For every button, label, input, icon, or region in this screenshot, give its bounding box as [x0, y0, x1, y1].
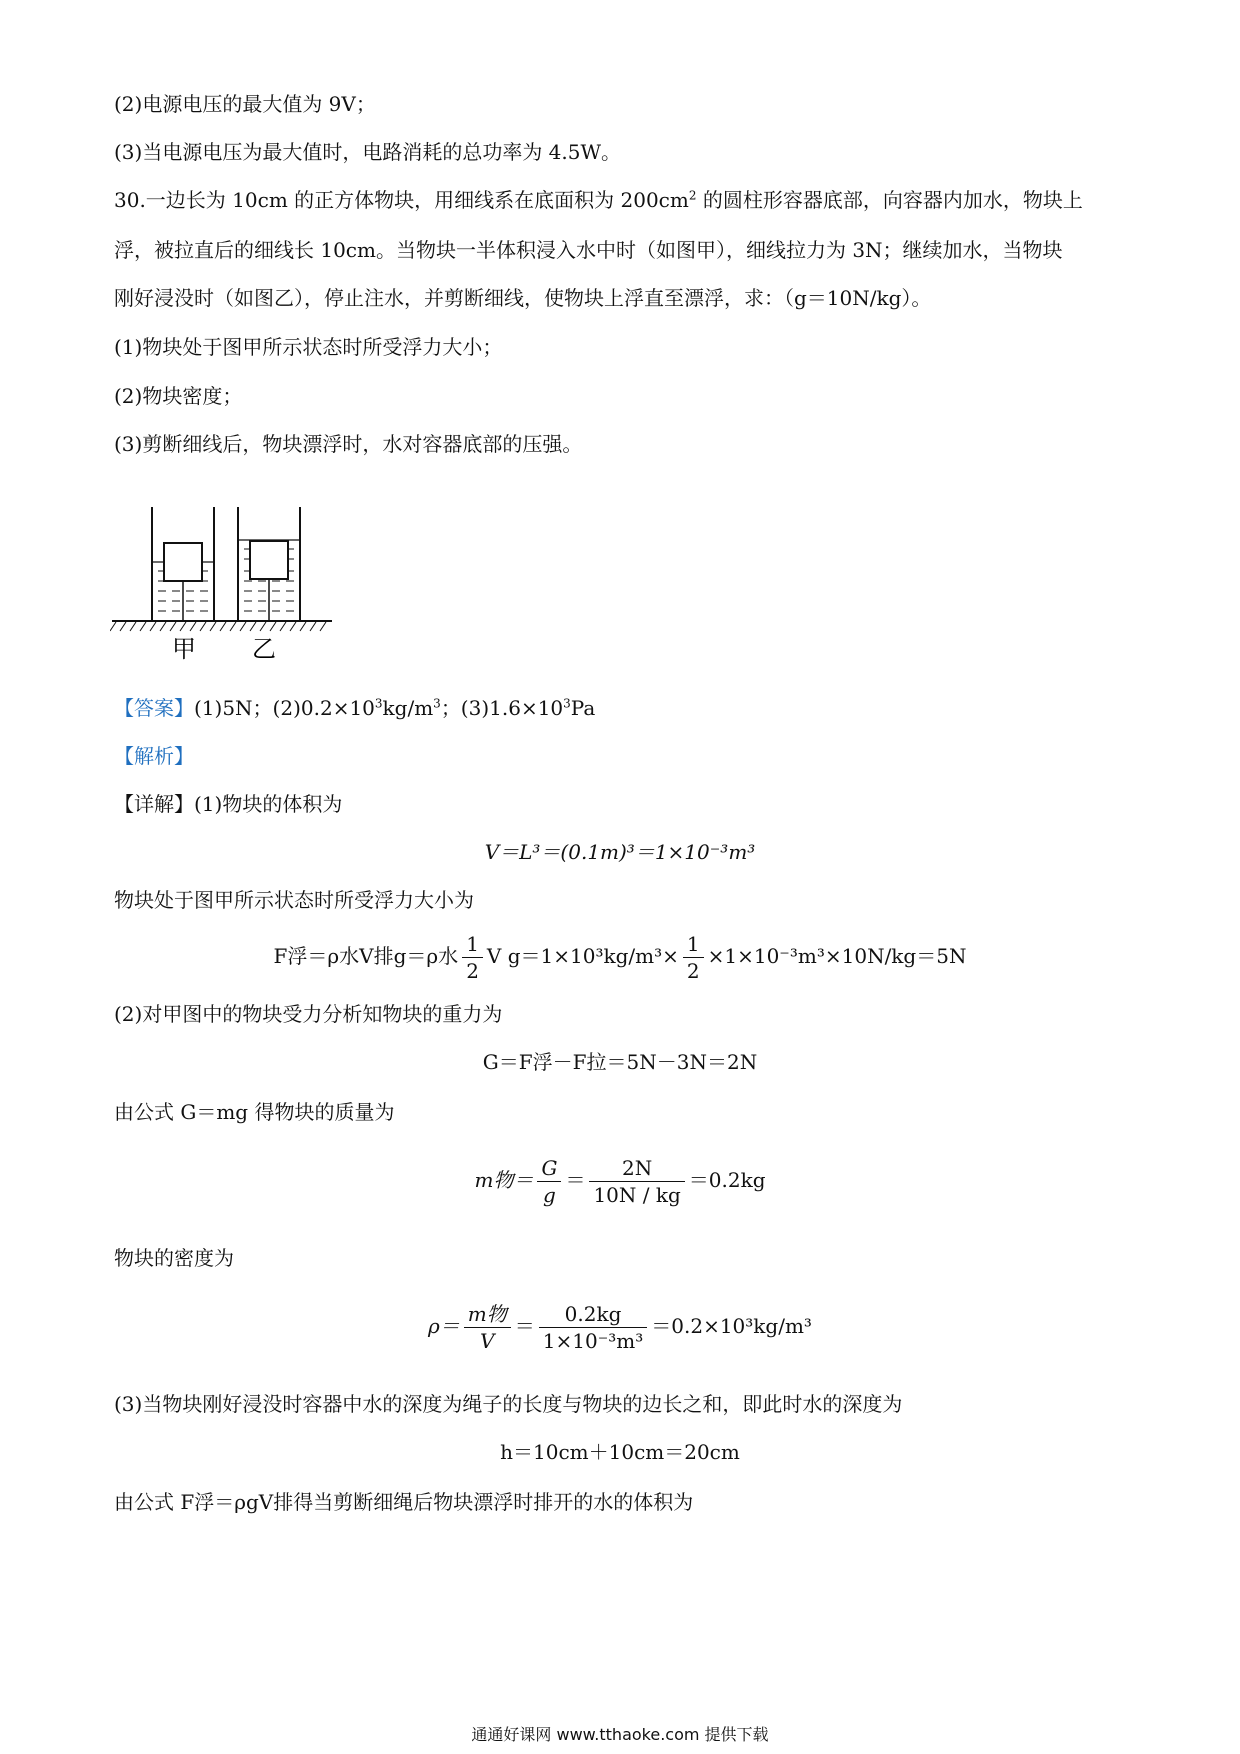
eq1-text: V＝L³＝(0.1m)³＝1×10⁻³m³ — [484, 840, 756, 864]
detail-p5: 物块的密度为 — [114, 1246, 234, 1270]
answer-line — [114, 694, 595, 722]
figure-label-yi: 乙 — [252, 635, 276, 663]
density-fraction: $\frac{0.2kg}{\text{1×10⁻³m³}}$ — [539, 1301, 648, 1354]
equation-buoyancy — [0, 926, 1240, 986]
eq5-right: ＝0.2×10³kg/m³ — [651, 1314, 812, 1338]
g-over-g-fraction: $\frac{G}{g}$ — [537, 1155, 561, 1208]
answer-sup-3: 3 — [563, 696, 571, 711]
line-3: (3)当电源电压为最大值时，电路消耗的总功率为 4.5W。 — [114, 140, 622, 164]
question-30-line-3: 刚好浸没时（如图乙），停止注水，并剪断细线，使物块上浮直至漂浮，求：（g＝10N/kg）。 — [114, 286, 932, 310]
eq4-left: m物＝ — [474, 1168, 534, 1192]
container-yi — [238, 507, 300, 621]
block-yi — [250, 541, 288, 579]
q30-a-sup: 2 — [688, 188, 697, 203]
half-fraction-2: $\frac{1}{2}$ — [683, 931, 704, 984]
detail-p3: (2)对甲图中的物块受力分析知物块的重力为 — [114, 1002, 503, 1026]
equation-depth: h＝10cm＋10cm＝20cm — [500, 1440, 740, 1464]
question-30-line-1 — [114, 186, 1083, 214]
answer-sup-2: 3 — [433, 696, 441, 711]
sub-question-3: (3)剪断细线后，物块漂浮时，水对容器底部的压强。 — [114, 432, 583, 456]
mass-fraction: $\frac{2N}{10N / kg}$ — [589, 1155, 684, 1208]
eq2-mid: V g＝1×10³kg/m³× — [486, 944, 679, 968]
equation-gravity: G＝F浮－F拉＝5N－3N＝2N — [482, 1050, 758, 1074]
analysis-tag: 【解析】 — [114, 744, 194, 768]
eq2-right: ×1×10⁻³m³×10N/kg＝5N — [707, 944, 967, 968]
ground-hatch — [110, 622, 326, 631]
answer-text-c: ；(3)1.6×10 — [440, 696, 564, 720]
eq4-right: ＝0.2kg — [688, 1168, 766, 1192]
q30-a: 30.一边长为 10cm 的正方体物块，用细线系在底面积为 200cm — [114, 188, 689, 212]
detail-line-1 — [114, 790, 342, 818]
detail-p4: 由公式 G＝mg 得物块的质量为 — [114, 1100, 395, 1124]
equation-density — [0, 1296, 1240, 1356]
question-30-line-2: 浮，被拉直后的细线长 10cm。当物块一半体积浸入水中时（如图甲），细线拉力为 3N；继续加水，当物块 — [114, 238, 1063, 262]
sub-question-2: (2)物块密度； — [114, 384, 243, 408]
detail-tag: 【详解】 — [114, 792, 194, 816]
half-fraction-1: $\frac{1}{2}$ — [462, 931, 483, 984]
line-2: (2)电源电压的最大值为 9V； — [114, 92, 376, 116]
eq5-left: ρ＝ — [428, 1314, 460, 1338]
sub-question-1: (1)物块处于图甲所示状态时所受浮力大小； — [114, 335, 503, 359]
eq5-eq: ＝ — [514, 1314, 535, 1338]
equation-mass — [0, 1150, 1240, 1210]
equation-volume — [0, 838, 1240, 866]
detail-p7: 由公式 F浮＝ρgV排得当剪断细绳后物块漂浮时排开的水的体积为 — [114, 1490, 694, 1514]
detail-p2: 物块处于图甲所示状态时所受浮力大小为 — [114, 888, 474, 912]
m-over-v-fraction: $\frac{\text{m物}}{V}$ — [464, 1301, 511, 1354]
answer-text-b: kg/m — [382, 696, 434, 720]
eq2-left: F浮＝ρ水V排g＝ρ水 — [273, 944, 459, 968]
block-jia — [164, 543, 202, 581]
eq4-eq: ＝ — [565, 1168, 586, 1192]
answer-text-d: Pa — [570, 696, 596, 720]
answer-sup-1: 3 — [374, 696, 383, 711]
figure-label-jia: 甲 — [172, 635, 196, 663]
page-footer: 通通好课网 www.tthaoke.com 提供下载 — [471, 1725, 769, 1744]
detail-p1: (1)物块的体积为 — [194, 792, 343, 816]
container-jia — [152, 507, 214, 621]
answer-text-a: (1)5N；(2)0.2×10 — [194, 696, 375, 720]
answer-tag: 【答案】 — [114, 696, 194, 720]
detail-p6: (3)当物块刚好浸没时容器中水的深度为绳子的长度与物块的边长之和，即此时水的深度为 — [114, 1392, 903, 1416]
container-figure — [110, 505, 340, 665]
q30-a-tail: 的圆柱形容器底部，向容器内加水，物块上 — [696, 188, 1083, 212]
